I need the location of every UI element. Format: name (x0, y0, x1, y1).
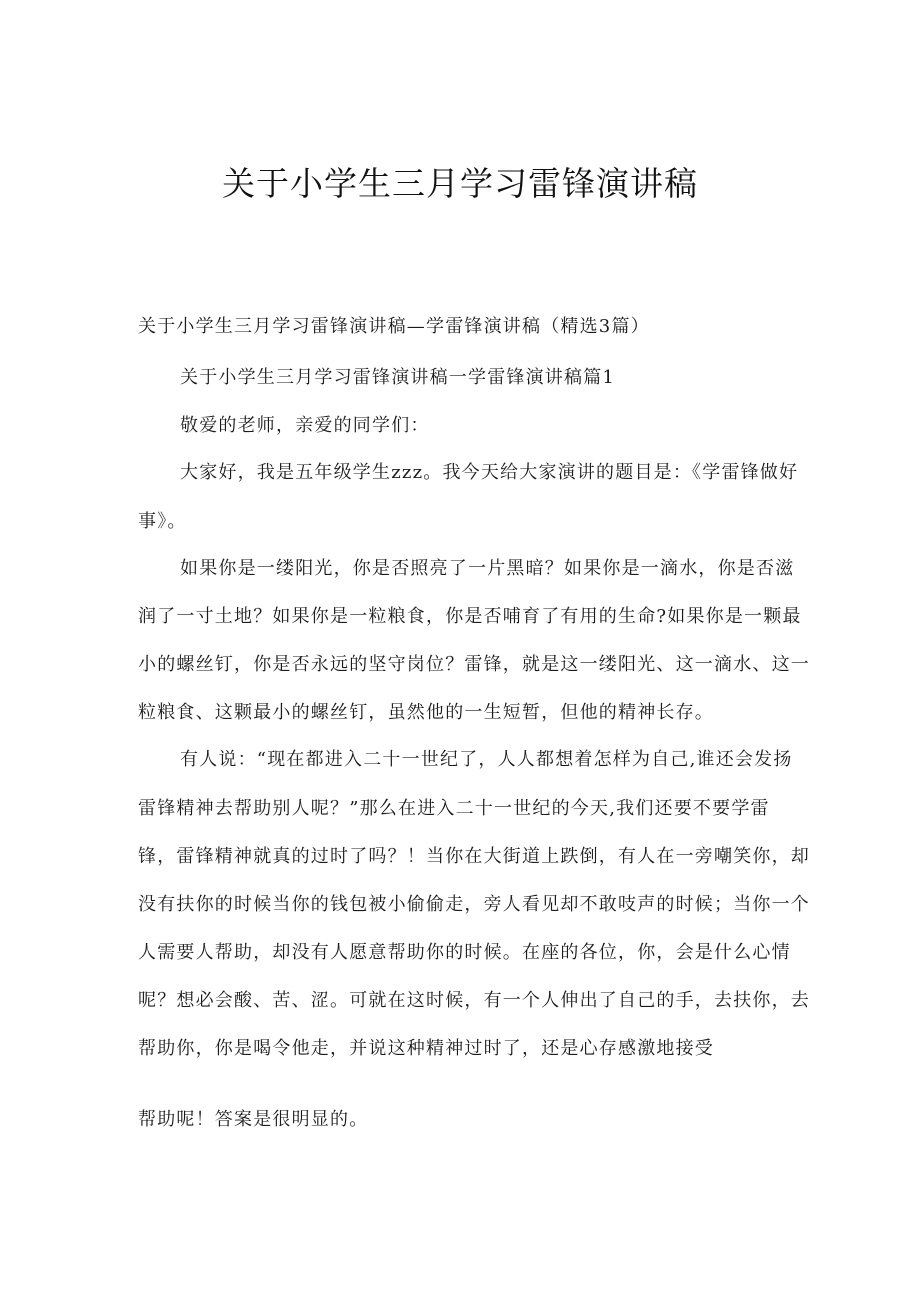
paragraph-line: 没有扶你的时候当你的钱包被小偷偷走，旁人看见却不敢吱声的时候；当你一个 (138, 894, 810, 915)
paragraph-line: 小的螺丝钉，你是否永远的坚守岗位？雷锋，就是这一缕阳光、这一滴水、这一 (138, 654, 810, 675)
paragraph-line: 事》。 (138, 511, 187, 532)
paragraph-line: 粒粮食、这颗最小的螺丝钉，虽然他的一生短暂，但他的精神长存。 (138, 702, 714, 723)
greeting-line: 敬爱的老师，亲爱的同学们： (180, 415, 430, 436)
document-subtitle: 关于小学生三月学习雷锋演讲稿—学雷锋演讲稿（精选3篇） (138, 316, 650, 337)
paragraph-line: 如果你是一缕阳光，你是否照亮了一片黑暗？如果你是一滴水，你是否滋 (180, 558, 795, 579)
paragraph-line: 呢？想必会酸、苦、涩。可就在这时候，有一个人伸出了自己的手，去扶你，去 (138, 990, 810, 1011)
paragraph-line: 润了一寸土地？如果你是一粒粮食，你是否哺育了有用的生命?如果你是一颗最 (138, 606, 802, 627)
paragraph-line: 有人说：“现在都进入二十一世纪了，人人都想着怎样为自己,谁还会发扬 (180, 749, 793, 770)
paragraph-line: 雷锋精神去帮助别人呢？”那么在进入二十一世纪的今天,我们还要不要学雷 (138, 798, 770, 819)
paragraph-line: 帮助你，你是喝令他走，并说这种精神过时了，还是心存感激地接受 (138, 1038, 714, 1059)
section-heading: 关于小学生三月学习雷锋演讲稿一学雷锋演讲稿篇1 (180, 367, 616, 388)
paragraph-line: 帮助呢！答案是很明显的。 (138, 1109, 369, 1130)
paragraph-line: 人需要人帮助，却没有人愿意帮助你的时候。在座的各位，你，会是什么心情 (138, 942, 791, 963)
document-title: 关于小学生三月学习雷锋演讲稿 (222, 164, 698, 203)
paragraph-line: 大家好，我是五年级学生zzz。我今天给大家演讲的题目是：《学雷锋做好 (180, 462, 799, 483)
paragraph-line: 锋，雷锋精神就真的过时了吗？！当你在大街道上跌倒，有人在一旁嘲笑你，却 (138, 846, 810, 867)
